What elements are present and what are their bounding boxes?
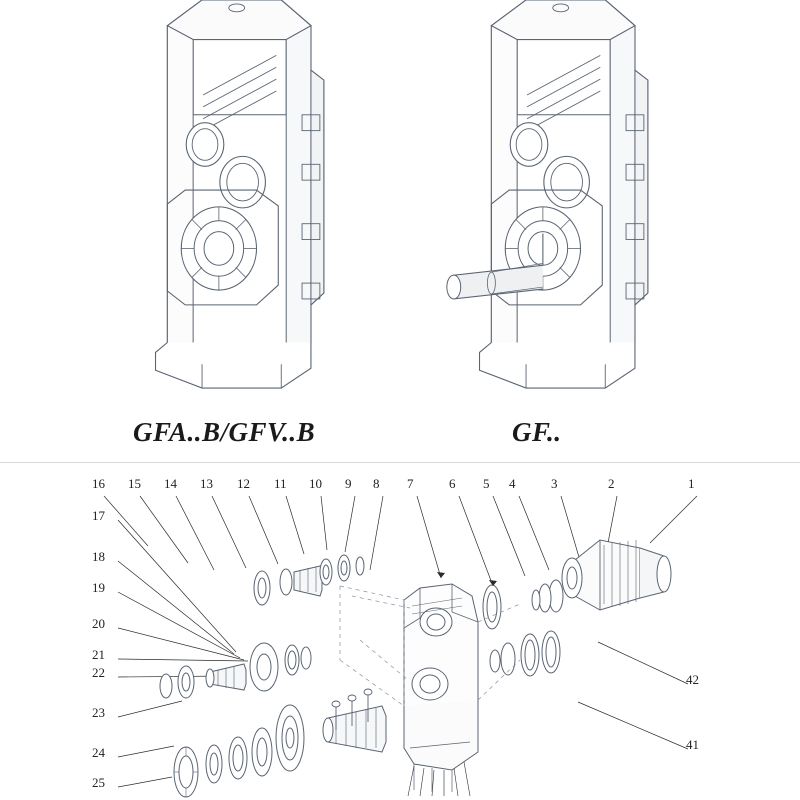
- callout-41: 41: [686, 737, 699, 752]
- callout-42: 42: [686, 672, 699, 687]
- callout-15: 15: [128, 476, 141, 491]
- callout-9: 9: [345, 476, 352, 491]
- callout-19: 19: [92, 580, 105, 595]
- callout-20: 20: [92, 616, 105, 631]
- leader-lines-left: [118, 520, 248, 787]
- part-ring-stack-right: [483, 580, 563, 676]
- callout-1: 1: [688, 476, 695, 491]
- part-housing: [404, 584, 478, 792]
- part-motor-adapter: [562, 540, 671, 610]
- caption-left: GFA..B/GFV..B: [133, 417, 316, 447]
- caption-right: GF..: [512, 417, 562, 447]
- callout-22: 22: [92, 665, 105, 680]
- callout-16: 16: [92, 476, 105, 491]
- callout-2: 2: [608, 476, 615, 491]
- part-shaft-assembly: [174, 705, 386, 797]
- callout-4: 4: [509, 476, 516, 491]
- callout-24: 24: [92, 745, 105, 760]
- gear-unit-right: [447, 0, 648, 388]
- callout-23: 23: [92, 705, 105, 720]
- callout-10: 10: [309, 476, 322, 491]
- gear-unit-left: [156, 0, 324, 388]
- callout-12: 12: [237, 476, 250, 491]
- exploded-assembly: [104, 496, 697, 797]
- callout-13: 13: [200, 476, 213, 491]
- section-divider: [0, 462, 800, 463]
- callout-21: 21: [92, 647, 105, 662]
- callout-25: 25: [92, 775, 105, 790]
- leader-lines-right: [578, 642, 688, 749]
- callout-11: 11: [274, 476, 287, 491]
- callout-6: 6: [449, 476, 456, 491]
- callout-5: 5: [483, 476, 490, 491]
- callout-17: 17: [92, 508, 105, 523]
- callout-3: 3: [551, 476, 558, 491]
- callout-8: 8: [373, 476, 380, 491]
- callout-14: 14: [164, 476, 177, 491]
- arrow-heads: [437, 572, 497, 586]
- callout-7: 7: [407, 476, 414, 491]
- part-upper-row: [254, 555, 364, 605]
- callout-18: 18: [92, 549, 105, 564]
